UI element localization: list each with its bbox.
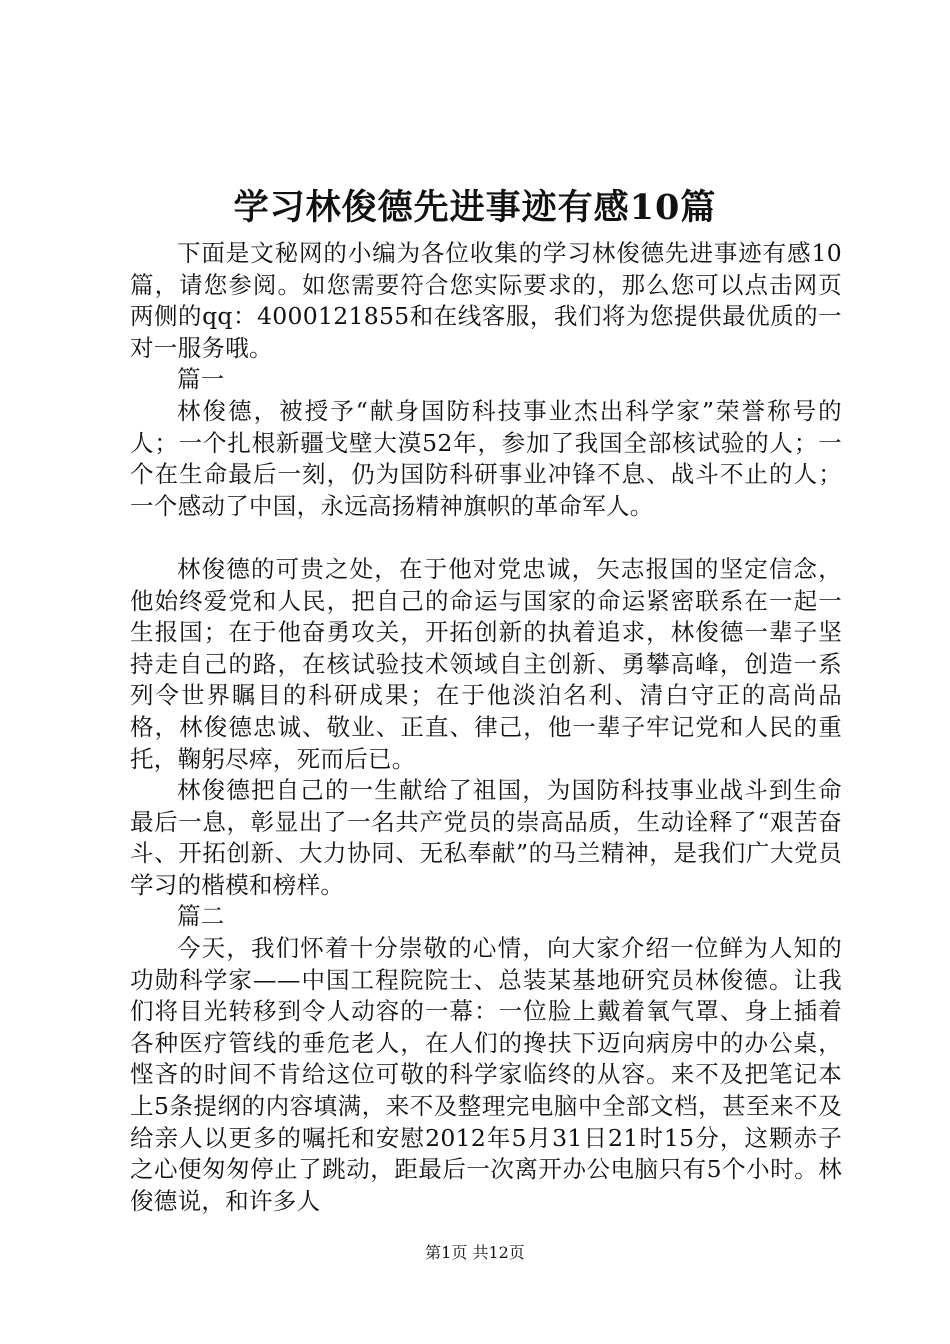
document-title: 学习林俊德先进事迹有感10篇 — [233, 187, 717, 228]
page-footer: 第1页 共12页 — [425, 1243, 525, 1262]
section-heading-2: 篇二 — [177, 902, 225, 931]
section-heading-1: 篇一 — [177, 365, 225, 394]
paragraph-spacer — [130, 522, 842, 554]
body-paragraph: 今天，我们怀着十分崇敬的心情，向大家介绍一位鲜为人知的功勋科学家——中国工程院院士、总装某基地研究员林俊德。让我们将目光转移到令人动容的一幕：一位脸上戴着氧气罩、身上插着各种医疗管线的垂危老人，在人们的搀扶下迈向病房中的办公桌，悭吝的时间不肯给这位可敬的科学家临终的从容。来不及把笔记本上5条提纲的内容填满，来不及整理完电脑中全部文档，甚至来不及给亲人以更多的嘱托和安慰2012年5月31日21时15分，这颗赤子之心便匆匆停止了跳动，距最后一次离开办公电脑只有5个小时。林俊德说，和许多人 — [130, 934, 842, 1215]
intro-paragraph: 下面是文秘网的小编为各位收集的学习林俊德先进事迹有感10篇，请您参阅。如您需要符合您实际要求的，那么您可以点击网页两侧的qq：4000121855和在线客服，我们将为您提供最优质的一对一服务哦。 — [130, 239, 842, 362]
document-body — [130, 238, 842, 1217]
body-paragraph: 林俊德的可贵之处，在于他对党忠诚，矢志报国的坚定信念，他始终爱党和人民，把自己的命运与国家的命运紧密联系在一起一生报国；在于他奋勇攻关，开拓创新的执着追求，林俊德一辈子坚持走自己的路，在核试验技术领域自主创新、勇攀高峰，创造一系列令世界瞩目的科研成果；在于他淡泊名利、清白守正的高尚品格，林俊德忠诚、敬业、正直、律己，他一辈子牢记党和人民的重托，鞠躬尽瘁，死而后已。 — [130, 554, 842, 773]
body-paragraph: 林俊德把自己的一生献给了祖国，为国防科技事业战斗到生命最后一息，彰显出了一名共产党员的崇高品质，生动诠释了“艰苦奋斗、开拓创新、大力协同、无私奉献”的马兰精神，是我们广大党员学习的楷模和榜样。 — [130, 776, 842, 899]
body-paragraph: 林俊德，被授予“献身国防科技事业杰出科学家”荣誉称号的人；一个扎根新疆戈壁大漠52年，参加了我国全部核试验的人；一个在生命最后一刻，仍为国防科研事业冲锋不息、战斗不止的人；一个感动了中国，永远高扬精神旗帜的革命军人。 — [130, 396, 842, 520]
